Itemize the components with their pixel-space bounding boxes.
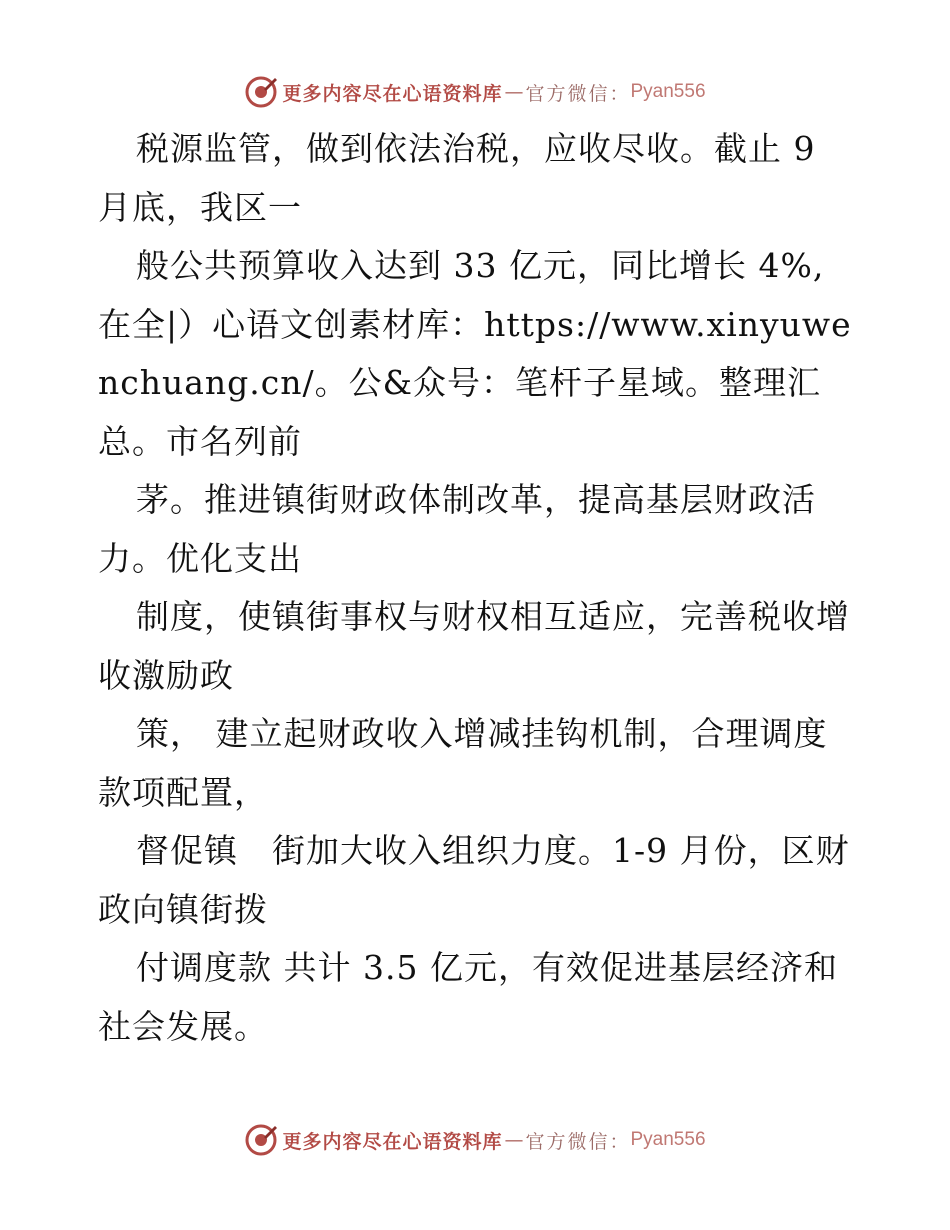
paragraph-7: 付调度款 共计 3.5 亿元，有效促进基层经济和社会发展。 (98, 948, 838, 1046)
watermark-wechat-id: Pyan556 (630, 1129, 706, 1150)
paragraph-5: 策， 建立起财政收入增减挂钩机制，合理调度款项配置， (98, 714, 828, 812)
watermark-dash: — (504, 1129, 524, 1151)
watermark-wechat-label: 官方微信： (525, 1130, 631, 1153)
watermark-brand: 更多内容尽在心语资料库 (282, 82, 503, 105)
watermark-dash: — (504, 81, 524, 103)
watermark-wechat-label: 官方微信： (525, 82, 631, 105)
paragraph-1: 税源监管，做到依法治税，应收尽收。截止 9 月底，我区一 (98, 129, 827, 227)
paragraph-3: 茅。推进镇街财政体制改革，提高基层财政活力。优化支出 (98, 480, 816, 578)
footer-watermark (0, 1120, 950, 1160)
watermark-brand: 更多内容尽在心语资料库 (282, 1130, 503, 1153)
paragraph-6: 督促镇 街加大收入组织力度。1-9 月份，区财政向镇街拨 (98, 831, 850, 929)
watermark-wechat-id: Pyan556 (630, 81, 706, 102)
paragraph-2: 般公共预算收入达到 33 亿元，同比增长 4%,在全|）心语文创素材库：https://www.xinyuwenchuang.cn/。公&众号：笔杆子星域。整理汇总。市名列前 (98, 246, 852, 461)
pen-logo-icon (244, 1123, 278, 1157)
paragraph-4: 制度，使镇街事权与财权相互适应，完善税收增收激励政 (98, 597, 850, 695)
document-body (98, 120, 858, 1056)
pen-logo-icon (244, 75, 278, 109)
header-watermark (0, 72, 950, 112)
